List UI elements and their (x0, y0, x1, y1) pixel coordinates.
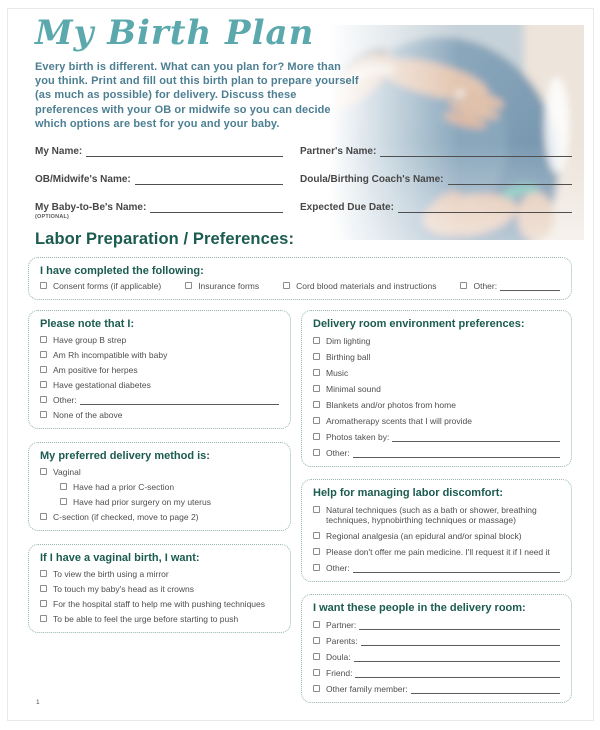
checkbox[interactable] (313, 337, 320, 344)
field-ob-midwife-name (35, 174, 283, 185)
page-title: My Birth Plan (35, 13, 315, 53)
checkbox[interactable] (185, 282, 192, 289)
checkbox-label: Friend: (326, 668, 353, 679)
write-in-line[interactable] (80, 395, 279, 405)
checkbox-row (313, 547, 560, 557)
checkbox-row (313, 352, 560, 362)
write-in-line[interactable] (411, 684, 560, 694)
section-heading: Labor Preparation / Preferences: (35, 230, 295, 249)
checkbox-row (40, 410, 279, 420)
page-number: 1 (36, 699, 40, 706)
checkbox[interactable] (313, 621, 320, 628)
checkbox-label: Other: (326, 563, 350, 574)
checkbox-row (313, 432, 560, 442)
checkbox-label: Dim lighting (326, 336, 371, 347)
checkbox-row (313, 563, 560, 573)
checkbox[interactable] (40, 396, 47, 403)
checkbox-row (40, 281, 161, 291)
preference-columns (28, 310, 572, 703)
checkbox[interactable] (40, 600, 47, 607)
checkbox-row (40, 512, 279, 522)
checkbox-row (313, 684, 560, 694)
checkbox[interactable] (313, 449, 320, 456)
checkbox[interactable] (40, 381, 47, 388)
partner-name-input-line[interactable] (380, 146, 572, 157)
checkbox-row (40, 467, 279, 477)
checkbox[interactable] (313, 353, 320, 360)
ob-midwife-input-line[interactable] (135, 174, 283, 185)
checkbox-label: For the hospital staff to help me with pushing techniques (53, 599, 265, 610)
partner-name-label: Partner's Name: (300, 146, 377, 158)
checkbox-label: Other: (326, 448, 350, 459)
due-date-label: Expected Due Date: (300, 202, 394, 214)
field-partner-name (300, 146, 572, 157)
checkbox-label: Am Rh incompatible with baby (53, 350, 168, 361)
checkbox-row (313, 668, 560, 678)
checkbox[interactable] (313, 685, 320, 692)
box-vaginal-birth (28, 544, 291, 633)
contact-fields (35, 146, 572, 221)
left-column (28, 310, 291, 633)
checkbox-row (40, 395, 279, 405)
checkbox[interactable] (40, 570, 47, 577)
checkbox-row (313, 400, 560, 410)
field-due-date (300, 202, 572, 213)
checkbox[interactable] (313, 532, 320, 539)
checkbox-label: Minimal sound (326, 384, 381, 395)
checkbox-label: Birthing ball (326, 352, 371, 363)
checkbox-label: Have had a prior C-section (73, 482, 175, 493)
checkbox[interactable] (313, 637, 320, 644)
write-in-line[interactable] (353, 448, 560, 458)
checkbox[interactable] (40, 468, 47, 475)
field-my-name (35, 146, 283, 157)
due-date-input-line[interactable] (398, 202, 572, 213)
checkbox-row (283, 281, 436, 291)
checkbox-label: Vaginal (53, 467, 81, 478)
checkbox-row (40, 584, 279, 594)
checkbox-label: C-section (if checked, move to page 2) (53, 512, 199, 523)
baby-name-label: My Baby-to-Be's Name: (OPTIONAL) (35, 202, 147, 221)
checkbox-row (40, 614, 279, 624)
box-completed-heading: I have completed the following: (40, 265, 204, 278)
box-people-heading: I want these people in the delivery room: (313, 602, 526, 615)
checkbox-row (40, 335, 279, 345)
write-in-line[interactable] (392, 432, 560, 442)
box-completed (28, 257, 572, 300)
checkbox-row (60, 497, 279, 507)
checkbox-row (40, 350, 279, 360)
checkbox-label: To be able to feel the urge before starting to push (53, 614, 239, 625)
box-please-note (28, 310, 291, 429)
checkbox-row (185, 281, 259, 291)
field-doula-coach-name (300, 174, 572, 185)
checkbox-label: Other family member: (326, 684, 408, 695)
write-in-line[interactable] (500, 281, 560, 291)
checkbox-label: Other: (473, 281, 498, 292)
completed-items-row (40, 281, 560, 291)
write-in-line[interactable] (359, 620, 560, 630)
write-in-line[interactable] (354, 652, 560, 662)
checkbox[interactable] (40, 585, 47, 592)
write-in-line[interactable] (361, 636, 560, 646)
checkbox-label: Other: (53, 395, 77, 406)
checkbox-row (40, 569, 279, 579)
checkbox-row (313, 336, 560, 346)
checkbox[interactable] (313, 548, 320, 555)
checkbox-label: None of the above (53, 410, 123, 421)
checkbox-row (313, 636, 560, 646)
doula-coach-label: Doula/Birthing Coach's Name: (300, 174, 444, 186)
checkbox[interactable] (313, 669, 320, 676)
checkbox-label: Regional analgesia (an epidural and/or spinal block) (326, 531, 522, 542)
checkbox[interactable] (313, 369, 320, 376)
checkbox[interactable] (60, 498, 67, 505)
checkbox[interactable] (313, 385, 320, 392)
checkbox[interactable] (313, 506, 320, 513)
checkbox-label: Aromatherapy scents that I will provide (326, 416, 472, 427)
checkbox-row (313, 368, 560, 378)
page-content (0, 13, 600, 703)
checkbox-label: Partner: (326, 620, 357, 631)
checkbox[interactable] (283, 282, 290, 289)
checkbox-row (313, 620, 560, 630)
my-name-label: My Name: (35, 146, 83, 158)
checkbox[interactable] (313, 433, 320, 440)
checkbox[interactable] (313, 417, 320, 424)
checkbox-row (40, 599, 279, 609)
checkbox[interactable] (40, 351, 47, 358)
box-please-note-heading: Please note that I: (40, 318, 135, 331)
checkbox-label: Music (326, 368, 349, 379)
checkbox-label: Have gestational diabetes (53, 380, 151, 391)
checkbox-row (40, 365, 279, 375)
write-in-line[interactable] (355, 668, 560, 678)
checkbox-label: Have had prior surgery on my uterus (73, 497, 211, 508)
checkbox[interactable] (460, 282, 467, 289)
checkbox-label: Blankets and/or photos from home (326, 400, 456, 411)
box-vaginal-birth-heading: If I have a vaginal birth, I want: (40, 552, 200, 565)
box-people (301, 594, 572, 703)
checkbox-label: Please don't offer me pain medicine. I'll request it if I need it (326, 547, 550, 558)
checkbox[interactable] (60, 483, 67, 490)
doula-coach-input-line[interactable] (448, 174, 572, 185)
checkbox[interactable] (313, 401, 320, 408)
checkbox[interactable] (40, 366, 47, 373)
checkbox-label: Have group B strep (53, 335, 127, 346)
box-environment (301, 310, 572, 467)
checkbox-label: Natural techniques (such as a bath or shower, breathing techniques, hypnobirthing techniques or massage) (326, 505, 537, 526)
checkbox-row (313, 505, 560, 525)
box-discomfort (301, 479, 572, 582)
baby-name-input-line[interactable] (150, 202, 283, 213)
intro-paragraph: Every birth is different. What can you plan for? More than you think. Print and fill out this birth plan to prepare yourself (as much as possible) for delivery. Discuss these preferences with your OB or midwife so you can decide which options are best for you and your baby. (35, 60, 359, 130)
checkbox[interactable] (40, 282, 47, 289)
box-delivery-method-heading: My preferred delivery method is: (40, 450, 210, 463)
field-baby-name (35, 202, 283, 221)
checkbox-row (60, 482, 279, 492)
checkbox-row (313, 448, 560, 458)
checkbox-label: Consent forms (if applicable) (53, 281, 162, 292)
checkbox-row (460, 281, 560, 291)
checkbox-label: To view the birth using a mirror (53, 569, 169, 580)
checkbox[interactable] (40, 615, 47, 622)
checkbox-label: Doula: (326, 652, 351, 663)
checkbox-label: Cord blood materials and instructions (296, 281, 437, 292)
checkbox-row (313, 384, 560, 394)
checkbox-row (313, 531, 560, 541)
box-discomfort-heading: Help for managing labor discomfort: (313, 487, 504, 500)
checkbox-label: Insurance forms (198, 281, 260, 292)
checkbox-label: Am positive for herpes (53, 365, 138, 376)
right-column (301, 310, 572, 703)
checkbox[interactable] (40, 336, 47, 343)
baby-name-optional-note: (OPTIONAL) (35, 214, 70, 221)
checkbox-label: Parents: (326, 636, 358, 647)
box-delivery-method (28, 442, 291, 531)
checkbox-label: Photos taken by: (326, 432, 390, 443)
checkbox[interactable] (40, 513, 47, 520)
box-environment-heading: Delivery room environment preferences: (313, 318, 525, 331)
checkbox-row (313, 652, 560, 662)
checkbox[interactable] (313, 653, 320, 660)
checkbox-row (40, 380, 279, 390)
my-name-input-line[interactable] (86, 146, 283, 157)
checkbox-label: To touch my baby's head as it crowns (53, 584, 194, 595)
checkbox[interactable] (40, 411, 47, 418)
ob-midwife-label: OB/Midwife's Name: (35, 174, 131, 186)
write-in-line[interactable] (353, 563, 560, 573)
checkbox-row (313, 416, 560, 426)
checkbox[interactable] (313, 564, 320, 571)
